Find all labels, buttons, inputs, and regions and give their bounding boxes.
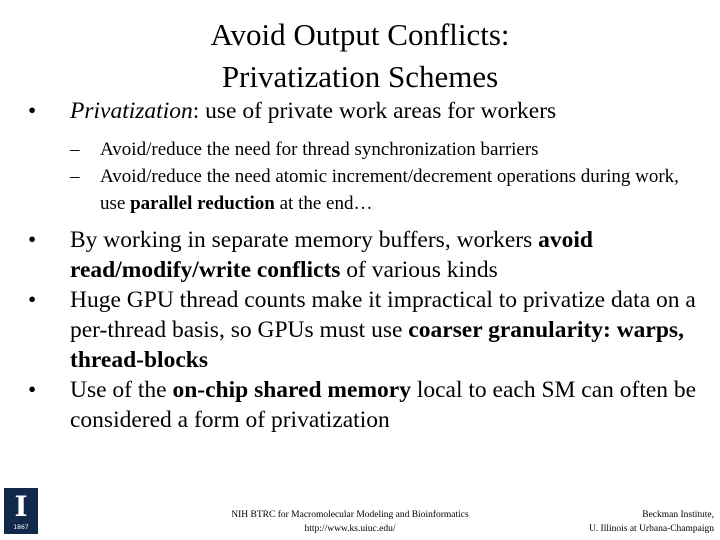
footer-right-line-1: Beckman Institute,	[642, 510, 714, 520]
rmw-conflicts-term: avoid read/modify/write conflicts	[70, 227, 594, 283]
bullet-marker: •	[28, 287, 37, 313]
shared-memory-post: local to each SM can often be considered a form of privatization	[70, 377, 697, 433]
sub-bullet-atomic-pre: Avoid/reduce the need atomic increment/decrement operations during work, use	[100, 166, 679, 214]
privatization-term: Privatization	[70, 98, 193, 124]
sub-bullet-atomic	[28, 163, 708, 217]
footer-center-line-1: NIH BTRC for Macromolecular Modeling and Bioinformatics	[231, 510, 469, 520]
coarser-granularity-term: coarser granularity: warps, thread-blocks	[70, 317, 684, 373]
privatization-text: : use of private work areas for workers	[192, 98, 557, 124]
footer-right	[514, 508, 714, 536]
bullet-marker: •	[28, 98, 37, 124]
illinois-logo	[4, 488, 38, 534]
footer-right-line-2: U. Illinois at Urbana-Champaign	[588, 524, 714, 534]
sub-bullet-list	[28, 136, 708, 217]
illinois-logo-year: 1867	[13, 524, 29, 531]
sub-bullet-marker: –	[70, 166, 80, 187]
bullet-marker: •	[28, 377, 37, 403]
parallel-reduction-term: parallel reduction	[130, 193, 275, 214]
bullet-shared-memory	[28, 375, 708, 435]
shared-memory-pre: Use of the	[70, 377, 173, 403]
title-line-2: Privatization Schemes	[221, 59, 499, 94]
bullet-gpu-thread-counts	[28, 285, 708, 375]
illinois-logo-letter: I	[14, 490, 28, 523]
shared-memory-term: on-chip shared memory	[172, 377, 411, 403]
footer-center-url: http://www.ks.uiuc.edu/	[304, 524, 396, 534]
separate-buffers-post: of various kinds	[340, 257, 498, 283]
footer-logo-area	[0, 488, 48, 540]
bullet-list	[28, 96, 708, 435]
bullet-marker: •	[28, 227, 37, 253]
gpu-thread-counts-pre: Huge GPU thread counts make it impractical to privatize data on a per-thread basis, so GPUs must use	[70, 287, 696, 343]
sub-bullet-sync	[28, 136, 708, 163]
bullet-privatization	[28, 96, 708, 126]
footer-center	[200, 508, 500, 536]
sub-bullet-sync-text: Avoid/reduce the need for thread synchronization barriers	[100, 139, 539, 160]
title-line-1: Avoid Output Conflicts:	[210, 17, 510, 52]
separate-buffers-pre: By working in separate memory buffers, workers	[70, 227, 539, 253]
sub-bullet-marker: –	[70, 139, 80, 160]
sub-bullet-atomic-post: at the end…	[274, 193, 373, 214]
slide-title	[0, 14, 720, 98]
bullet-separate-buffers	[28, 225, 708, 285]
